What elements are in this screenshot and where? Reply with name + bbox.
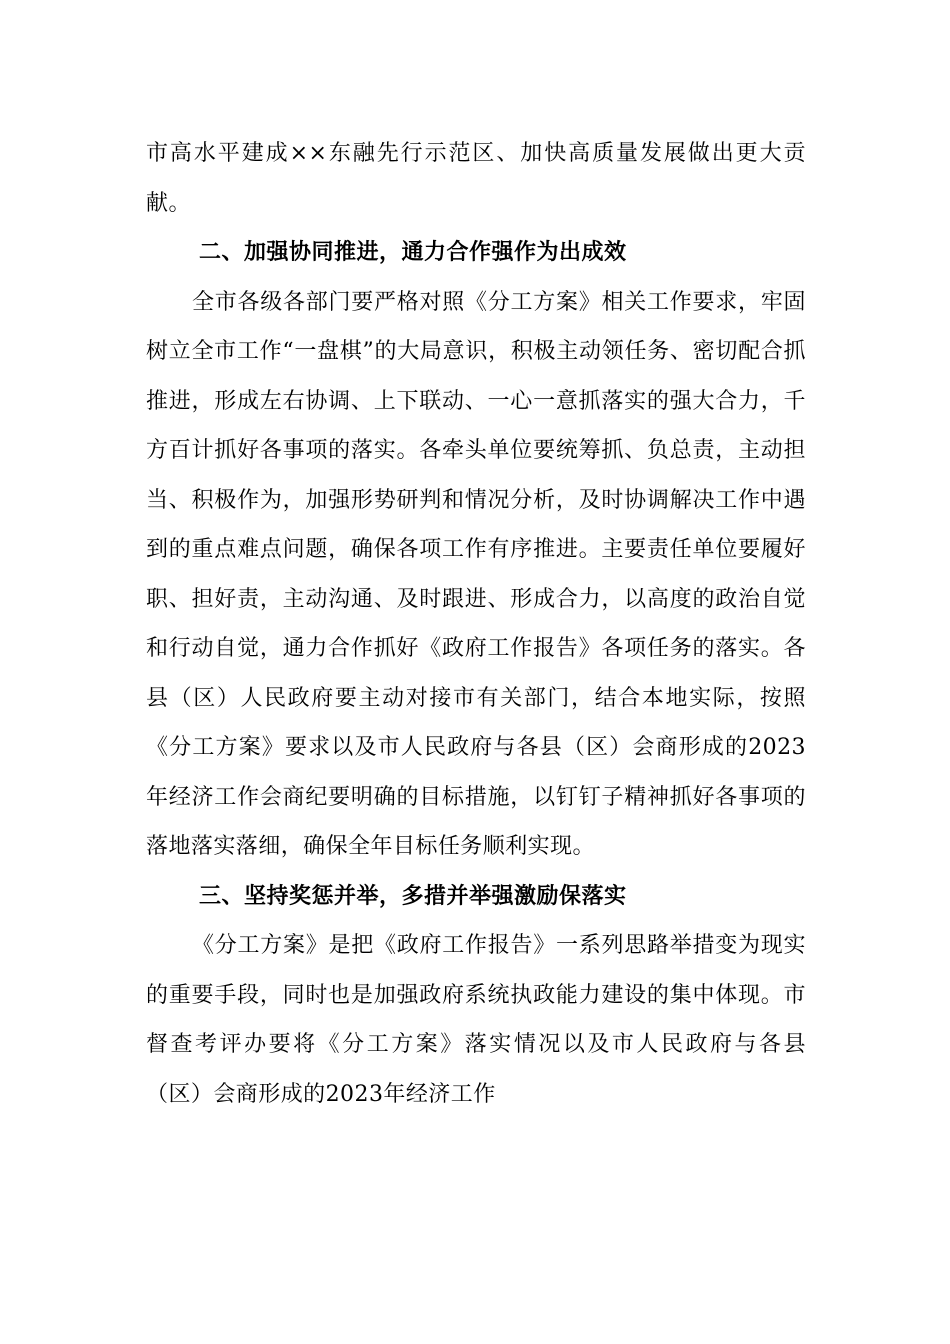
- paragraph-continuation: 市高水平建成××东融先行示范区、加快高质量发展做出更大贡献。: [146, 141, 806, 216]
- section-heading-3: 三、坚持奖惩并举，多措并举强激励保落实: [199, 883, 627, 909]
- section-heading-2: 二、加强协同推进，通力合作强作为出成效: [199, 240, 627, 265]
- paragraph-section-2: 全市各级各部门要严格对照《分工方案》相关工作要求，牢固树立全市工作“一盘棋”的大局意识，积极主动领任务、密切配合抓推进，形成左右协调、上下联动、一心一意抓落实的强大合力，千方百计抓好各事项的落实。各牵头单位要统筹抓、负总责，主动担当、积极作为，加强形势研判和情况分析，及时协调解决工作中遇到的重点难点问题，确保各项工作有序推进。主要责任单位要履好职、担好责，主动沟通、及时跟进、形成合力，以高度的政治自觉和行动自觉，通力合作抓好《政府工作报告》各项任务的落实。各县（区）人民政府要主动对接市有关部门，结合本地实际，按照《分工方案》要求以及市人民政府与各县（区）会商形成的2023年经济工作会商纪要明确的目标措施，以钉钉子精神抓好各事项的落地落实落细，确保全年目标任务顺利实现。: [146, 289, 806, 859]
- paragraph-section-3: 《分工方案》是把《政府工作报告》一系列思路举措变为现实的重要手段，同时也是加强政府系统执政能力建设的集中体现。市督查考评办要将《分工方案》落实情况以及市人民政府与各县（区）会商形成的2023年经济工作: [146, 933, 806, 1107]
- document-page: [146, 129, 806, 1119]
